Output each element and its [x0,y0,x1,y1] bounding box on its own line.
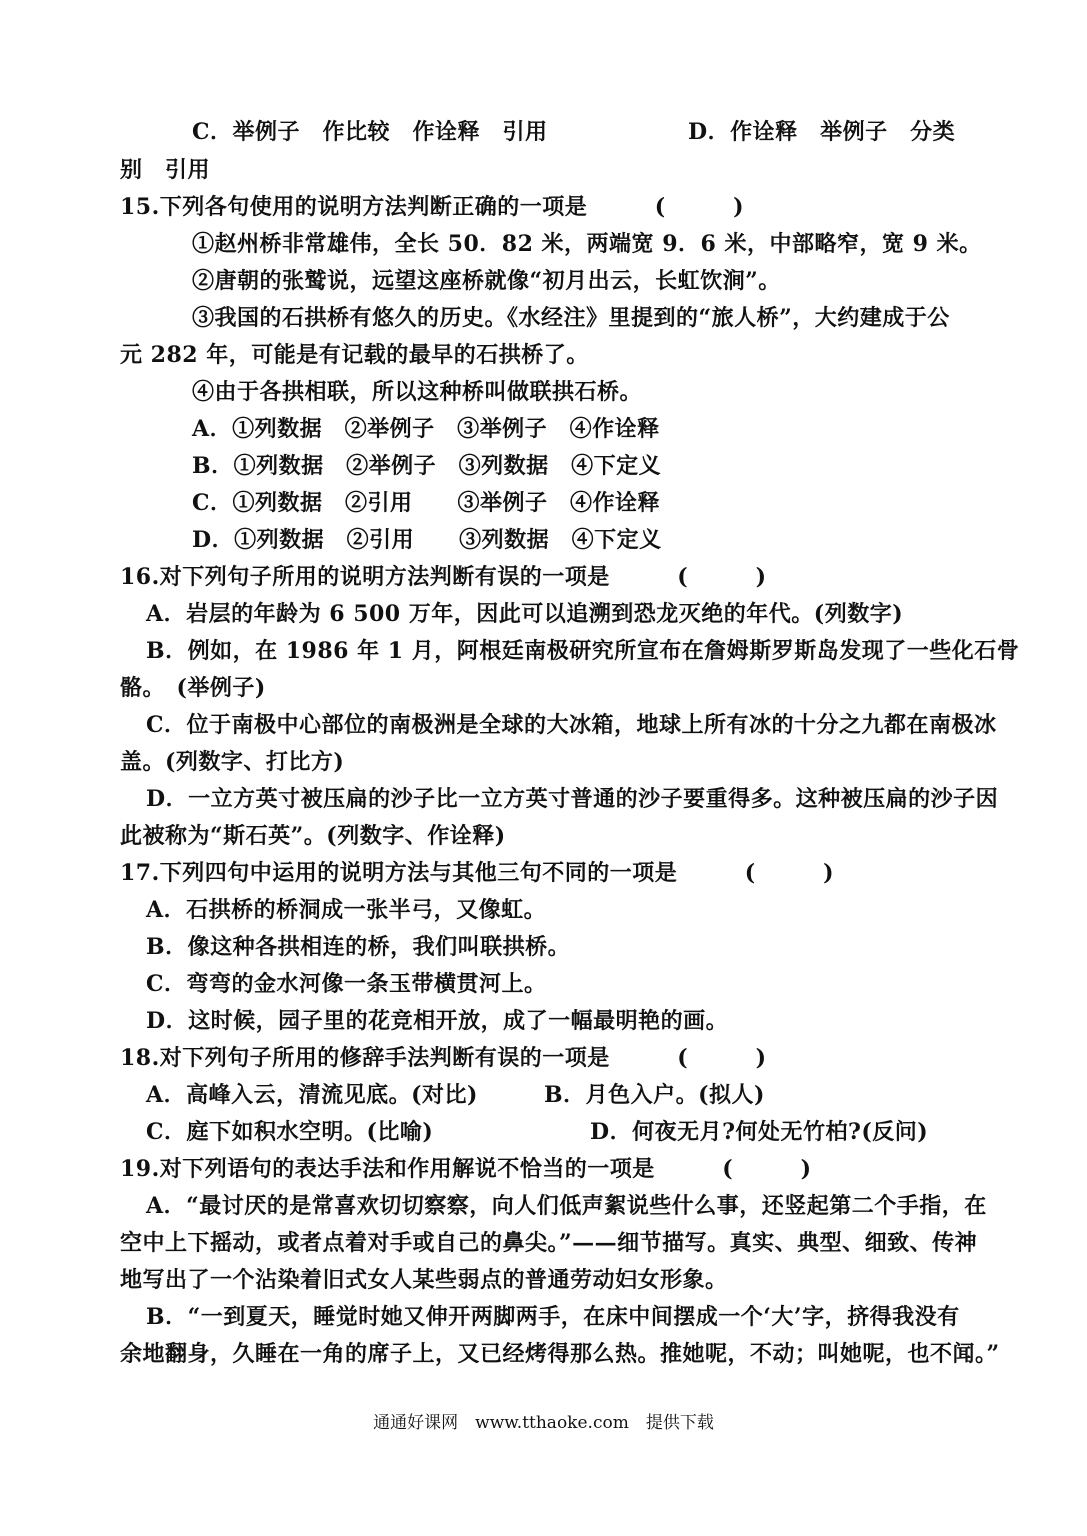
q17-option-d: D．这时候，园子里的花竞相开放，成了一幅最明艳的画。 [146,1008,729,1034]
q15-sentence-3-cont: 元 282 年，可能是有记载的最早的石拱桥了。 [120,342,589,368]
q16-option-c-cont: 盖。(列数字、打比方) [120,749,345,775]
q16-option-a: A．岩层的年龄为 6 500 万年，因此可以追溯到恐龙灭绝的年代。(列数字) [146,601,904,627]
q18-option-b: B．月色入户。(拟人) [544,1082,765,1108]
q16-option-d: D．一立方英寸被压扁的沙子比一立方英寸普通的沙子要重得多。这种被压扁的沙子因 [146,786,999,812]
q15-option-c: C．①列数据 ②引用 ③举例子 ④作诠释 [192,490,661,516]
q17-option-b: B．像这种各拱相连的桥，我们叫联拱桥。 [146,934,571,960]
q18-option-a: A．高峰入云，清流见底。(对比) [146,1082,478,1108]
q15-stem: 15.下列各句使用的说明方法判断正确的一项是 ( ) [120,194,745,220]
q19-option-a-cont2: 地写出了一个沾染着旧式女人某些弱点的普通劳动妇女形象。 [120,1267,728,1293]
q18-option-c: C．庭下如积水空明。(比喻) [146,1119,434,1145]
q18-stem: 18.对下列句子所用的修辞手法判断有误的一项是 ( ) [120,1045,767,1071]
q16-option-b-cont: 骼。 (举例子) [120,675,266,701]
q15-sentence-4: ④由于各拱相联，所以这种桥叫做联拱石桥。 [192,379,643,405]
q14-option-c: C．举例子 作比较 作诠释 引用 [192,119,548,145]
q19-stem: 19.对下列语句的表达手法和作用解说不恰当的一项是 ( ) [120,1156,812,1182]
q16-option-b: B．例如，在 1986 年 1 月，阿根廷南极研究所宣布在詹姆斯罗斯岛发现了一些化石骨 [146,638,1020,664]
q17-option-c: C．弯弯的金水河像一条玉带横贯河上。 [146,971,547,997]
q16-stem: 16.对下列句子所用的说明方法判断有误的一项是 ( ) [120,564,767,590]
q16-option-c: C．位于南极中心部位的南极洲是全球的大冰箱，地球上所有冰的十分之九都在南极冰 [146,712,997,738]
q19-option-b: B．“一到夏天，睡觉时她又伸开两脚两手，在床中间摆成一个‘大’字，挤得我没有 [146,1304,960,1330]
q15-sentence-2: ②唐朝的张鹫说，远望这座桥就像“初月出云，长虹饮涧”。 [192,268,781,294]
q19-option-b-cont: 余地翻身，久睡在一角的席子上，又已经烤得那么热。推她呢，不动；叫她呢，也不闻。” [120,1341,1000,1367]
q18-option-d: D．何夜无月?何处无竹柏?(反问) [590,1119,929,1145]
q15-sentence-3: ③我国的石拱桥有悠久的历史。《水经注》里提到的“旅人桥”，大约建成于公 [192,305,950,331]
q15-sentence-1: ①赵州桥非常雄伟，全长 50．82 米，两端宽 9．6 米，中部略窄，宽 9 米。 [192,231,982,257]
q19-option-a: A．“最讨厌的是常喜欢切切察察，向人们低声絮说些什么事，还竖起第二个手指，在 [146,1193,987,1219]
q19-option-a-cont1: 空中上下摇动，或者点着对手或自己的鼻尖。”——细节描写。真实、典型、细致、传神 [120,1230,978,1256]
q17-stem: 17.下列四句中运用的说明方法与其他三句不同的一项是 ( ) [120,860,835,886]
q16-option-d-cont: 此被称为“斯石英”。(列数字、作诠释) [120,823,506,849]
q14-option-d-cont: 别 引用 [120,157,211,183]
q14-option-d: D．作诠释 举例子 分类 [688,119,956,145]
q15-option-d: D．①列数据 ②引用 ③列数据 ④下定义 [192,527,662,553]
q15-option-a: A．①列数据 ②举例子 ③举例子 ④作诠释 [192,416,660,442]
page-footer: 通通好课网 www.tthaoke.com 提供下载 [373,1413,714,1433]
q15-option-b: B．①列数据 ②举例子 ③列数据 ④下定义 [192,453,662,479]
q17-option-a: A．石拱桥的桥洞成一张半弓，又像虹。 [146,897,547,923]
